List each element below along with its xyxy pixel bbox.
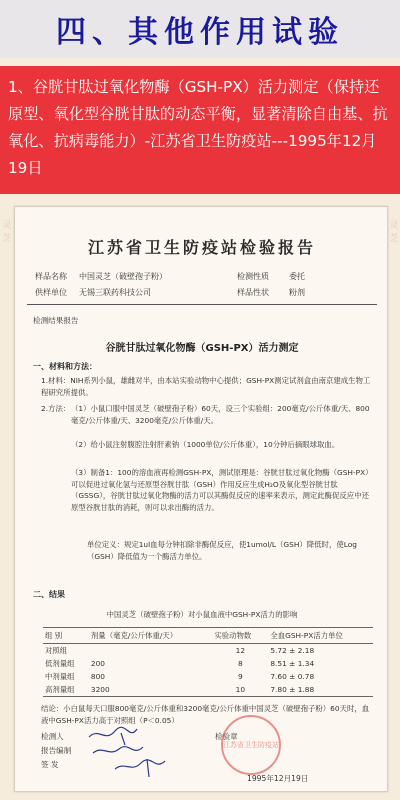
method-label: 2.方法： (41, 404, 71, 413)
result-report-label: 检测结果报告 (33, 316, 79, 325)
table-cell: 高剂量组 (43, 683, 89, 697)
sample-state-label: 样品性状 (237, 288, 269, 297)
inspect-nature-label: 检测性质 (237, 272, 269, 281)
table-cell: 8.51 ± 1.34 (270, 659, 315, 668)
method-step-1: （1）小鼠口服中国灵芝（破壁孢子粉）60天，设三个实验组：200毫克/公斤体重/天、800毫克/公斤体重/天、3200毫克/公斤体重/天。 (71, 404, 370, 425)
material-text: 1.材料：NIH系列小鼠，雄雌对半，由本站实验动物中心提供；GSH-PX测定试剂盒由南京建成生物工程研究所提供。 (41, 376, 371, 397)
table-row (43, 683, 373, 697)
unit-definition: 单位定义：规定1ul血每分钟扣除非酶促反应，使1umol/L（GSH）降低时，使Log（GSH）降低值为一个酶活力单位。 (87, 540, 357, 561)
table-header-cell: 剂量（毫克/公斤体重/天） (89, 628, 212, 644)
report-title: 江苏省卫生防疫站检验报告 (87, 238, 316, 257)
table-title: 中国灵芝（破壁孢子粉）对小鼠血液中GSH-PX活力的影响 (106, 610, 298, 619)
issuer-label: 签 发 (41, 760, 59, 769)
table-cell: 对照组 (45, 646, 68, 655)
sample-name: 中国灵芝（破壁孢子粉） (79, 272, 167, 281)
table-cell: 800 (90, 672, 106, 681)
section-2-heading: 二、结果 (33, 590, 65, 599)
official-stamp (221, 715, 281, 775)
method-step-3: （3）制备1：100的溶血液再检测GSH-PX，测试原理是：谷胱甘肽过氧化物酶（GSH-PX）可以促进过氧化氢与还原型谷胱甘肽（GSH）作用反应生成H₂O及氧化型谷胱甘肽（GSSG），谷胱甘肽过氧化物酶的活力可以其酶促反应的速率来表示，测定此酶促反应中还原型谷胱甘肽的消耗，则可以求出酶的活力。 (71, 468, 373, 512)
table-cell (89, 644, 212, 658)
supplier: 无锡三联药科技公司 (79, 288, 151, 297)
table-header-cell: 组 别 (43, 628, 89, 644)
watermark-right: 灵芝 (389, 221, 399, 244)
table-cell: 低剂量组 (45, 659, 75, 668)
page-title: 四、其他作用试验 (56, 15, 344, 50)
table-header-row (43, 628, 373, 644)
inspect-nature: 委托 (289, 272, 305, 281)
table-cell: 10 (212, 683, 268, 697)
inspect-chapter-label: 检验章 (215, 732, 238, 741)
sample-name-label: 样品名称 (35, 272, 67, 281)
table-header-cell: 实验动物数 (212, 628, 268, 644)
handwritten-signatures (85, 723, 175, 783)
table-header-cell: 全血GSH-PX活力单位 (268, 628, 373, 644)
inspector-label: 检测人 (41, 732, 64, 741)
report-document (14, 206, 388, 792)
table-row (43, 670, 373, 683)
table-row (43, 657, 373, 670)
conclusion-text: 结论：小白鼠每天口服800毫克/公斤体重和3200毫克/公斤体重中国灵芝（破壁孢子粉）60天时，血液中GSH-PX活力高于对照组（P＜0.05） (41, 704, 370, 725)
table-cell: 3200 (89, 683, 212, 697)
report-date: 1995年12月19日 (247, 774, 309, 783)
results-table (43, 627, 373, 697)
caption-box (0, 66, 400, 194)
stamp-text: 江苏省卫生防疫站 (223, 741, 279, 749)
watermark-left: 灵芝 (2, 221, 12, 244)
table-cell: 7.60 ± 0.78 (270, 672, 315, 681)
table-cell: 9 (238, 672, 243, 681)
table-cell: 200 (90, 659, 106, 668)
supplier-label: 供样单位 (35, 288, 67, 297)
table-cell: 5.72 ± 2.18 (270, 646, 315, 655)
table-cell: 中剂量组 (45, 672, 75, 681)
section-1-heading: 一、材料和方法： (33, 362, 97, 371)
table-cell: 7.80 ± 1.88 (268, 683, 373, 697)
divider-1 (27, 304, 377, 305)
sample-state: 粉剂 (289, 288, 305, 297)
table-cell: 8 (238, 659, 243, 668)
table-cell: 12 (235, 646, 246, 655)
reporter-label: 报告编制 (41, 746, 72, 755)
table-row (43, 644, 373, 658)
method-step-2: （2）给小鼠注射腹腔注射肝素钠（1000单位/公斤体重），10分钟后摘眼球取血。 (71, 440, 340, 449)
caption-text: 1、谷胱甘肽过氧化物酶（GSH-PX）活力测定（保持还原型、氧化型谷胱甘肽的动态平衡，显著清除自由基、抗氧化、抗病毒能力）-江苏省卫生防疫站---1995年12月19日 (8, 78, 388, 177)
header-banner (0, 0, 400, 58)
report-subtitle: 谷胱甘肽过氧化物酶（GSH-PX）活力测定 (105, 343, 299, 354)
